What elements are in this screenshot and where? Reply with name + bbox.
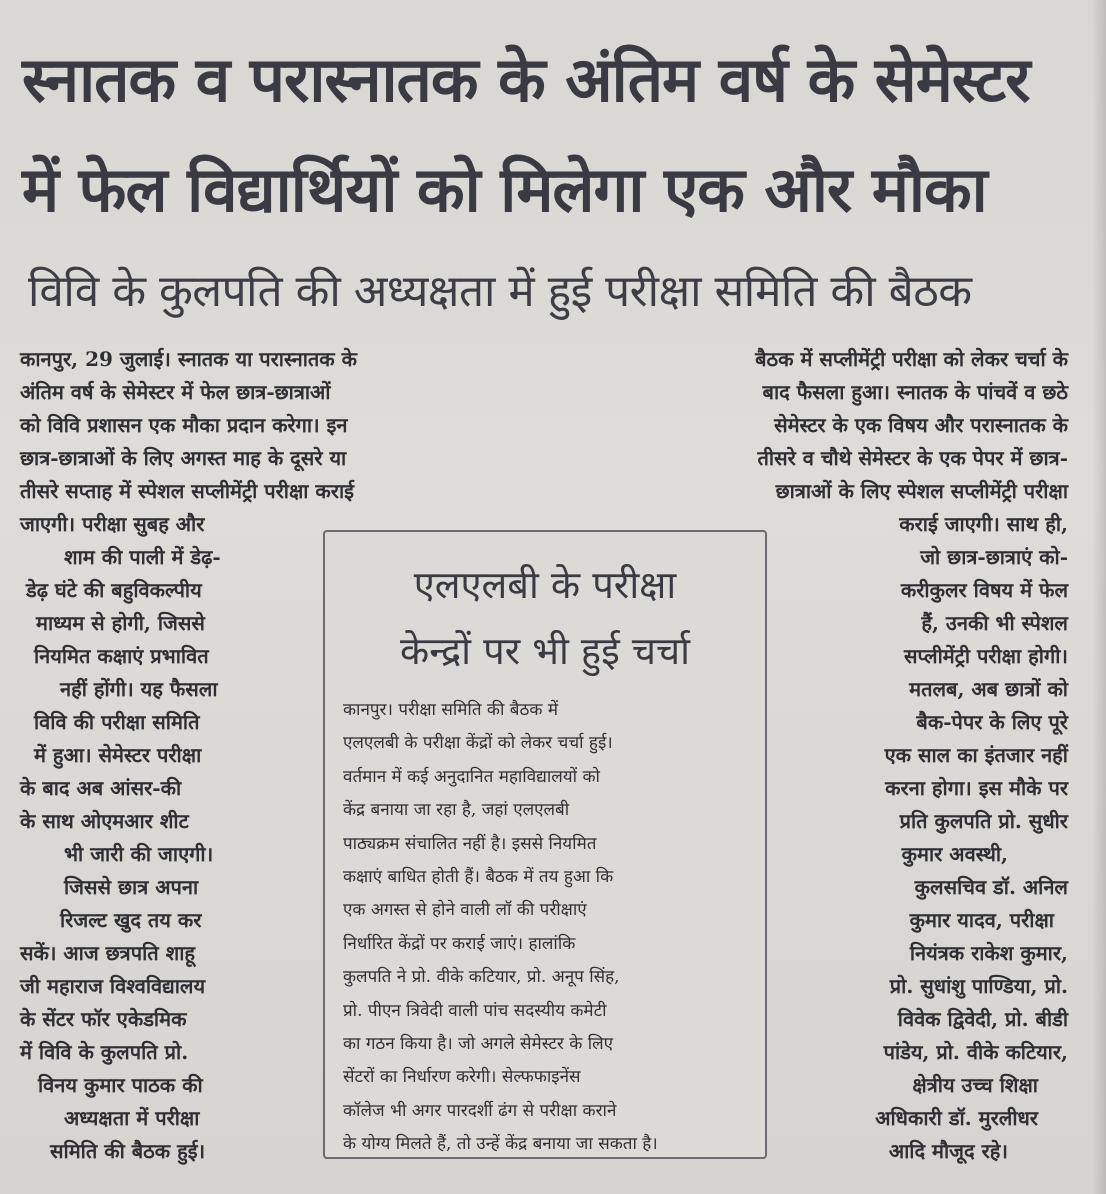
left-line: सकें। आज छत्रपति शाहू (20, 941, 196, 965)
page-edge-shadow (1092, 0, 1106, 1194)
headline-line-1: स्नातक व परास्नातक के अंतिम वर्ष के सेमेस्टर (22, 43, 1030, 116)
left-line: माध्यम से होगी, जिससे (36, 611, 205, 635)
left-line: नियमित कक्षाएं प्रभावित (34, 644, 209, 668)
left-line: जाएगी। परीक्षा सुबह और (20, 512, 205, 536)
box-title (325, 552, 765, 684)
right-line: आदि मौजूद रहे। (888, 1139, 1008, 1163)
box-title-line-2: केन्द्रों पर भी हुई चर्चा (400, 629, 690, 673)
box-line: पाठ्यक्रम संचालित नहीं है। इससे नियमित (343, 833, 597, 854)
left-line: विनय कुमार पाठक की (38, 1073, 203, 1097)
right-line: तीसरे व चौथे सेमेस्टर के एक पेपर में छात्र- (757, 446, 1068, 470)
box-line: कानपुर। परीक्षा समिति की बैठक में (343, 700, 558, 720)
left-line: के बाद अब आंसर-की (20, 776, 182, 800)
left-line: छात्र-छात्राओं के लिए अगस्त माह के दूसरे या (20, 446, 347, 470)
right-line: पांडेय, प्रो. वीके कटियार, (883, 1040, 1068, 1064)
right-line: सेमेस्टर के एक विषय और परास्नातक के (774, 413, 1068, 437)
right-line: जो छात्र-छात्राएं को- (920, 545, 1068, 569)
right-line: क्षेत्रीय उच्च शिक्षा (912, 1073, 1038, 1097)
headline-line-2: में फेल विद्यार्थियों को मिलेगा एक और मौका (22, 153, 987, 226)
left-line: के साथ ओएमआर शीट (20, 809, 189, 833)
left-line: जी महाराज विश्वविद्यालय (20, 974, 206, 998)
left-line: शाम की पाली में डेढ़- (64, 545, 221, 569)
box-line: निर्धारित केंद्रों पर कराई जाएं। हालांकि (343, 933, 576, 954)
right-line: कुमार यादव, परीक्षा (909, 908, 1054, 932)
left-line: नहीं होंगी। यह फैसला (60, 677, 218, 701)
left-line: समिति की बैठक हुई। (50, 1139, 206, 1163)
box-line: कक्षाएं बाधित होती हैं। बैठक में तय हुआ कि (343, 867, 614, 888)
box-line: केंद्र बनाया जा रहा है, जहां एलएलबी (343, 800, 570, 821)
left-line: अध्यक्षता में परीक्षा (64, 1106, 200, 1130)
right-line: बाद फैसला हुआ। स्नातक के पांचवें व छठे (762, 380, 1068, 404)
right-line: बैक-पेपर के लिए पूरे (916, 710, 1068, 734)
left-line: विवि की परीक्षा समिति (34, 710, 200, 734)
right-line: करीकुलर विषय में फेल (900, 578, 1068, 602)
right-line: करना होगा। इस मौके पर (885, 776, 1068, 800)
box-line: कॉलेज भी अगर पारदर्शी ढंग से परीक्षा कराने (343, 1100, 617, 1121)
right-line: विवेक द्विवेदी, प्रो. बीडी (897, 1007, 1068, 1031)
right-line: नियंत्रक राकेश कुमार, (909, 941, 1068, 965)
left-line: डेढ़ घंटे की बहुविकल्पीय (26, 578, 202, 602)
llb-sidebar-box (323, 530, 767, 1159)
left-line: को विवि प्रशासन एक मौका प्रदान करेगा। इन (20, 413, 348, 437)
right-line: कराई जाएगी। साथ ही, (899, 512, 1068, 536)
right-line: छात्राओं के लिए स्पेशल सप्लीमेंट्री परीक्षा (775, 479, 1068, 503)
left-line: के सेंटर फॉर एकेडमिक (20, 1007, 187, 1031)
box-line: सेंटरों का निर्धारण करेगी। सेल्फफाइनेंस (343, 1067, 581, 1088)
left-line: कानपुर, 29 जुलाई। स्नातक या परास्नातक के (20, 347, 357, 371)
box-body (343, 694, 753, 1162)
left-line: में विवि के कुलपति प्रो. (20, 1040, 189, 1064)
left-line: जिससे छात्र अपना (64, 875, 199, 899)
right-line: कुमार अवस्थी, (901, 842, 1008, 866)
box-title-line-1: एलएलबी के परीक्षा (413, 563, 677, 607)
left-line: में हुआ। सेमेस्टर परीक्षा (34, 743, 202, 767)
left-line: तीसरे सप्ताह में स्पेशल सप्लीमेंट्री परीक्षा कराई (20, 479, 354, 503)
box-line: के योग्य मिलते हैं, तो उन्हें केंद्र बनाया जा सकता है। (343, 1134, 658, 1155)
left-line: अंतिम वर्ष के सेमेस्टर में फेल छात्र-छात्राओं (20, 380, 331, 404)
box-line: का गठन किया है। जो अगले सेमेस्टर के लिए (343, 1034, 614, 1055)
right-line: हैं, उनकी भी स्पेशल (921, 611, 1068, 635)
right-line: प्रो. सुधांशु पाण्डिया, प्रो. (889, 974, 1068, 998)
right-line: प्रति कुलपति प्रो. सुधीर (899, 809, 1068, 833)
box-line: एलएलबी के परीक्षा केंद्रों को लेकर चर्चा हुई। (343, 733, 613, 754)
box-line: कुलपति ने प्रो. वीके कटियार, प्रो. अनूप सिंह, (343, 967, 620, 988)
right-line: बैठक में सप्लीमेंट्री परीक्षा को लेकर चर्चा के (755, 347, 1068, 371)
subheadline: विवि के कुलपति की अध्यक्षता में हुई परीक्षा समिति की बैठक (28, 266, 972, 317)
left-line: भी जारी की जाएगी। (64, 842, 214, 866)
right-line: सप्लीमेंट्री परीक्षा होगी। (904, 644, 1068, 668)
right-line: कुलसचिव डॉ. अनिल (914, 875, 1068, 899)
box-line: प्रो. पीएन त्रिवेदी वाली पांच सदस्यीय कमेटी (343, 1000, 607, 1021)
left-line: रिजल्ट खुद तय कर (60, 908, 202, 932)
right-line: अधिकारी डॉ. मुरलीधर (875, 1106, 1038, 1130)
right-line: मतलब, अब छात्रों को (909, 677, 1068, 701)
box-line: एक अगस्त से होने वाली लॉ की परीक्षाएं (343, 900, 587, 921)
headline (22, 28, 1092, 248)
box-line: वर्तमान में कई अनुदानित महाविद्यालयों को (343, 766, 600, 787)
right-line: एक साल का इंतजार नहीं (884, 743, 1068, 767)
